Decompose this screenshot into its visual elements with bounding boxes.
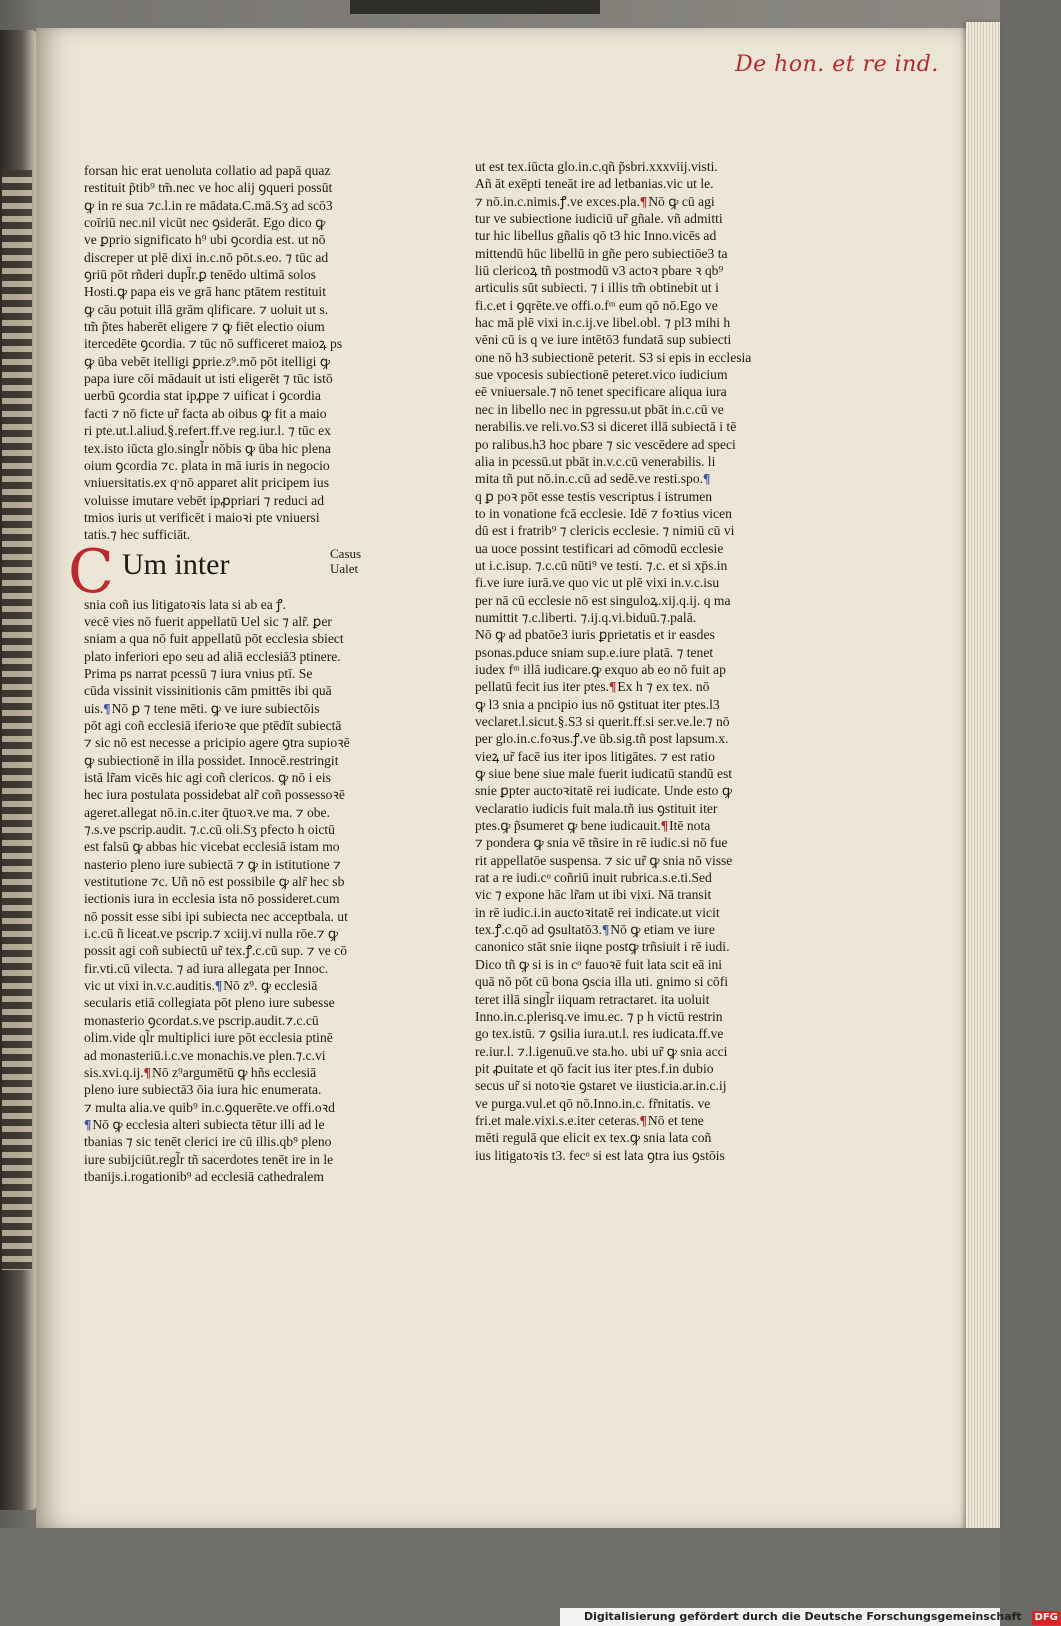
text-line: tex.ꝭ.c.qō ad ꝯsultatō3.¶Nō ꝙ etiam ve iure	[475, 922, 715, 938]
text-line: snia coñ ius litigatoꝛis lata si ab ea ꝭ.	[84, 596, 287, 612]
page-fore-edge	[966, 22, 1000, 1534]
text-line: teret illā singl̃r iiquam retractaret. ita uoluit	[475, 991, 710, 1007]
text-line: tbanias ⁊ sic tenēt clerici ire cū illis.qb⁹ pleno	[84, 1134, 332, 1150]
text-line: ⁊.s.ve pscrip.audit. ⁊.c.cū oli.Sʒ pfecto h oictū	[84, 822, 335, 838]
text-line: tur hic libellus gñalis qō t3 hic Inno.vicēs ad	[475, 228, 717, 244]
text-line: pellatū fecit ius iter ptes.¶Ex h ⁊ ex tex. nō	[475, 679, 710, 695]
text-line: oium ꝯcordia ⁊c. plata in mā iuris in negocio	[84, 457, 330, 473]
left-page-text-fragment	[2, 170, 32, 1270]
text-line: vecē vies nō fuerit appellatū Uel sic ⁊ alr̃. ꝑer	[84, 613, 332, 629]
text-line: fi.ve iure iurā.ve quo vic ut plē vixi in.v.c.isu	[475, 575, 720, 591]
text-line: ⁊ pondera ꝙ snia vē tñsire in rē iudic.si nō fue	[475, 835, 728, 851]
text-line: istā lr̃am vicēs hic agi coñ clericos. ꝙ nō i eis	[84, 770, 331, 785]
text-line: ius litigatoꝛis t3. fecᵒ si est lata ꝯtra ius ꝯstōis	[475, 1147, 725, 1163]
text-line: ri pte.ut.l.aliud.§.refert.ff.ve reg.iur.l. ⁊ tūc ex	[84, 423, 331, 439]
text-line: ut est tex.iūcta glo.in.c.qñ p̃sbri.xxxviij.visti.	[475, 159, 718, 174]
text-line: quā nō pōt cū bona ꝯscia illa uti. gnimo si cōfi	[475, 974, 728, 990]
text-line: vic ⁊ expone hāc lr̃am ut ibi vixi. Nā transit	[475, 887, 712, 903]
text-line: Hosti.ꝙ papa eis ve grā hanc ptātem restituit	[84, 284, 326, 300]
text-line: ve ꝑprio significato h⁹ ubi ꝯcordia est. ut nō	[84, 232, 326, 248]
text-line: ad monasteriū.i.c.ve monachis.ve plen.⁊.c.vi	[84, 1047, 326, 1063]
text-line: Nō ꝙ ad pbatōe3 iuris ꝑprietatis et ir easdes	[475, 627, 715, 643]
text-line: canonico stāt snie iiqne postꝙ trñsiuit i rē iudi.	[475, 939, 730, 955]
text-line: mita tñ put nō.in.c.cū ad sedē.ve resti.spo.¶	[475, 471, 711, 487]
text-line: per glo.in.c.foꝛus.ꝭ.ve ūb.sig.tñ post lapsum.x.	[475, 731, 729, 747]
text-line: sniam a qua nō fuit appellatū pōt ecclesia sbiect	[84, 631, 344, 647]
text-line: iure subijciūt.regl̃r tñ sacerdotes tenēt ire in le	[84, 1151, 334, 1167]
text-line: tm̃ p̃tes haberēt eligere ⁊ ꝙ fiēt electio oium	[84, 319, 325, 335]
text-line: Dico tñ ꝙ si is in cᵒ fauoꝛē fuit lata scit eā ini	[475, 956, 723, 972]
line-text: Nō ꝙ ecclesia alteri subiecta tētur illi ad le	[92, 1116, 325, 1132]
text-line: ꝙ siue bene siue male fuerit iudicatū standū est	[475, 766, 733, 782]
text-line: vieꝝ ur̃ facē ius iter ipos litigātes. ⁊ est ratio	[475, 748, 715, 764]
text-line: tex.isto iūcta glo.singl̃r nōbis ꝙ ūba hic plena	[84, 440, 331, 456]
text-line: ꝯriū pōt rñderi dupl̃r.ꝑ tenēdo ultimā solos	[84, 267, 316, 283]
text-line: monasterio ꝯcordat.s.ve pscrip.audit.⁊.c.cū	[84, 1012, 319, 1028]
text-line: ꝙ l3 snia a pncipio ius nō ꝯstituat iter ptes.l3	[475, 696, 720, 712]
text-line: ve purga.vul.et qō nō.Inno.in.c. fr̃nitatis. ve	[475, 1095, 711, 1111]
text-line: secus ur̃ si notoꝛie ꝯstaret ve iiusticia.ar.in.c.ij	[475, 1078, 727, 1094]
text-line: facti ⁊ nō ficte ur̃ facta ab oibus ꝙ fit a maio	[84, 405, 327, 421]
text-line: fir.vti.cū vilecta. ⁊ ad iura allegata per Innoc.	[84, 960, 329, 976]
text-line: ꝙ cāu potuit illā grām qlificare. ⁊ uoluit ut s.	[84, 301, 329, 317]
text-line: q ꝑ poꝛ pōt esse testis vescriptus i istrumen	[475, 488, 713, 504]
text-line: sis.xvi.q.ij.¶Nō z⁹argumētū ꝙ hñs ecclesiā	[84, 1064, 317, 1080]
text-line: dū est i fratrib⁹ ⁊ clericis ecclesie. ⁊ nimiū cū vi	[475, 523, 735, 539]
casus-marginal	[330, 546, 361, 576]
inline-note-line	[84, 1116, 354, 1133]
inline-note: Nō z⁹. ꝙ ecclesiā	[223, 978, 318, 994]
text-line: to in vonatione fcā ecclesie. Idē ⁊ foꝛtius vicen	[475, 505, 732, 521]
text-line: coīriū nec.nil vicūt nec ꝯsiderāt. Ego dico ꝙ	[84, 215, 326, 231]
text-line: cūda vissinit vissinitionis cām pmittēs ibi quā	[84, 683, 332, 699]
text-line: veclaratio iudicis fuit mala.tñ ius ꝯstituit iter	[475, 800, 718, 816]
text-line: ⁊ nō.in.c.nimis.ꝭ.ve exces.pla.¶Nō ꝙ cū agi	[475, 193, 715, 209]
text-line: vniuersitatis.ex qͦ nō apparet alit pricipem ius	[84, 475, 329, 491]
right-column-text	[475, 158, 753, 1164]
left-column-section-text	[84, 596, 354, 1186]
inline-note: Nō z⁹argumētū ꝙ hñs ecclesiā	[152, 1064, 317, 1080]
text-line: nasterio pleno iure subiectā ⁊ ꝙ in istitutione ⁊	[84, 856, 341, 872]
paragraph-mark-icon: ¶	[639, 1112, 647, 1128]
inline-note: Ex h ⁊ ex tex. nō	[617, 679, 710, 695]
casus-label: Casus	[330, 545, 362, 561]
paragraph-mark-icon: ¶	[103, 700, 111, 716]
initial-letter: C	[68, 536, 114, 607]
text-line: tbanijs.i.rogationib⁹ ad ecclesiā cathedralem	[84, 1168, 324, 1184]
text-line: uerbū ꝯcordia stat ipꝓpe ⁊ uificat i ꝯcordia	[84, 388, 321, 404]
text-line: pōt agi coñ ecclesiā iferioꝛe que ptēdīt subiectā	[84, 717, 342, 733]
digitization-footer	[560, 1608, 1058, 1626]
text-line: one nō h3 subiectionē peterit. S3 si epis in ecclesia	[475, 349, 752, 365]
text-line: vic ut vixi in.v.c.auditis.¶Nō z⁹. ꝙ ecclesiā	[84, 978, 318, 994]
text-line: nec in libello nec in pgressu.ut pbāt in.c.cū ve	[475, 401, 724, 417]
text-line: itercedēte ꝯcordia. ⁊ tūc nō sufficeret maioꝝ ps	[84, 336, 343, 352]
text-line: forsan hic erat uenoluta collatio ad papā quaz	[84, 163, 331, 178]
text-line: Añ āt exēpti teneāt ire ad letbanias.vic ut le.	[475, 176, 714, 192]
text-line: eē vniuersale.⁊ nō tenet specificare aliqua iura	[475, 384, 727, 400]
text-line: ua uoce possint testificari ad cōmodū ecclesie	[475, 540, 724, 556]
paragraph-mark-icon: ¶	[703, 471, 711, 487]
text-line: fri.et male.vixi.s.e.iter ceteras.¶Nō et tene	[475, 1112, 704, 1128]
running-head: De hon. et re ind.	[735, 52, 939, 77]
text-line: go tex.istū. ⁊ ꝯsilia iura.ut.l. res iudicata.ff.ve	[475, 1026, 724, 1042]
text-line: ⁊ multa alia.ve quib⁹ in.c.ꝯquerēte.ve offi.oꝛd	[84, 1099, 335, 1115]
text-line: ⁊ sic nō est necesse a pricipio agere ꝯtra supioꝛē	[84, 735, 350, 751]
text-line: uis.¶Nō ꝑ ⁊ tene mēti. ꝙ ve iure subiectōis	[84, 700, 320, 716]
paragraph-mark-icon: ¶	[639, 193, 648, 209]
inline-note: Nō ꝙ cū agi	[648, 193, 715, 209]
inline-note: Itē nota	[669, 818, 711, 834]
casus-label-2: Ualet	[330, 560, 359, 576]
text-line: pit ꝓuitate et qō facit ius iter ptes.f.in dubio	[475, 1060, 714, 1076]
text-line: nerabilis.ve reli.vo.S3 si diceret illā subiectā i tē	[475, 419, 737, 435]
right-column	[475, 158, 753, 1164]
text-line: ꝙ ūba vebēt itelligi ꝑprie.z⁹.mō pōt itelligi ꝙ	[84, 353, 331, 369]
text-line: rat a re iudi.cᵒ coñriū inuit rubrica.s.e.ti.Sed	[475, 870, 712, 886]
text-line: est falsū ꝙ abbas hic vicebat ecclesiā istam mo	[84, 839, 340, 855]
text-line: vestitutione ⁊c. Uñ nō est possibile ꝙ alr̃ hec sb	[84, 874, 345, 890]
text-line: tatis.⁊ hec sufficiāt.	[84, 527, 191, 543]
text-line: tur ve subiectione iudiciū ur̃ gñale. vñ admitti	[475, 211, 723, 227]
text-line: per nā cū ecclesie nō est singuloꝝ.xij.q.ij. q ma	[475, 592, 731, 608]
paragraph-mark-icon: ¶	[214, 978, 223, 994]
text-line: liū clericoꝝ tñ postmodū v3 actoꝛ pbare ꝛ qb⁹	[475, 263, 724, 279]
left-column-intro	[84, 162, 354, 544]
text-line: discreper ut plē dixi in.c.nō pōt.s.eo. ⁊ tūc ad	[84, 249, 329, 265]
paragraph-mark-icon: ¶	[143, 1064, 152, 1080]
text-line: possit agi coñ subiectū ur̃ tex.ꝭ.c.cū sup. ⁊ ve cō	[84, 943, 348, 959]
section-title: Um inter	[122, 547, 230, 581]
inline-note: Nō ꝙ etiam ve iure	[610, 922, 715, 938]
paragraph-mark-icon: ¶	[609, 679, 617, 695]
text-line: nō possit esse sibi ipi subiecta nec acceptbala. ut	[84, 908, 348, 924]
text-line: ageret.allegat nō.in.c.iter q̄tuoꝛ.ve ma. ⁊ obe.	[84, 804, 330, 820]
text-line: restituit p̃tib⁹ tm̃.nec ve hoc alij ꝯqueri possūt	[84, 180, 333, 196]
text-line: pleno iure subiectā3 ōia iura hic enumerata.	[84, 1082, 322, 1098]
text-line: plato inferiori epo seu ad aliā ecclesiā3 ptinere.	[84, 648, 341, 664]
text-line: articulis sūt subiecti. ⁊ i illis tm̃ obtinebit ut i	[475, 280, 719, 296]
text-line: i.c.cū ñ liceat.ve pscrip.⁊ xciij.vi nulla rōe.⁊ ꝙ	[84, 926, 339, 942]
text-line: olim.vide ql̃r multiplici iure pōt ecclesia ptinē	[84, 1030, 333, 1046]
left-column	[68, 162, 362, 1185]
inline-note: Nō et tene	[647, 1112, 704, 1128]
text-line: ꝙ subiectionē in illa possidet. Innocē.restringit	[84, 752, 339, 768]
text-line: mēti regulā que elicit ex tex.ꝙ snia lata coñ	[475, 1130, 712, 1146]
text-line: hec iura postulata possidebat alr̃ coñ possessoꝛē	[84, 787, 345, 803]
paragraph-mark-icon: ¶	[660, 818, 669, 834]
text-line: in rē iudic.i.in auctoꝛitatē rei indicate.ut vicit	[475, 904, 720, 920]
text-line: secularis etiā collegiata pōt pleno iure subesse	[84, 995, 335, 1011]
text-line: voluisse imutare vebēt ipꝓpriari ⁊ reduci ad	[84, 492, 324, 508]
text-line: vēni cū is q ve iure intētō3 fundatā sup subiecti	[475, 332, 732, 348]
text-line: sue vpocesis subiectionē peteret.vico iudicium	[475, 367, 728, 383]
top-binding-strip	[350, 0, 600, 14]
text-line: rit appellatōe suspensa. ⁊ sic ur̃ ꝙ snia nō visse	[475, 852, 733, 868]
text-line: re.iur.l. ⁊.l.igenuū.ve sta.ho. ubi ur̃ ꝙ snia acci	[475, 1043, 728, 1059]
dfg-logo: DFG	[1032, 1611, 1061, 1625]
paragraph-mark-icon: ¶	[84, 1116, 92, 1132]
text-line: tmios iuris ut verificēt i maioꝛi pte vniuersi	[84, 509, 320, 525]
paragraph-mark-icon: ¶	[601, 922, 610, 938]
text-line: ptes.ꝙ p̃sumeret ꝙ bene iudicauit.¶Itē nota	[475, 818, 711, 834]
text-line: fi.c.et i ꝯqrēte.ve offi.o.fᵐ eum qō nō.Ego ve	[475, 297, 718, 313]
text-line: psonas.pduce sniam sup.e.iure platā. ⁊ tenet	[475, 644, 714, 660]
text-line: Prima ps narrat pcessū ⁊ iura vnius ptī. Se	[84, 665, 313, 681]
text-line: snie ꝑpter auctoꝛitatē rei iudicate. Unde esto ꝙ	[475, 783, 733, 799]
text-line: ꝙ in re sua ⁊c.l.in re mādata.C.mā.Sʒ ad scō3	[84, 197, 333, 213]
footer-text: Digitalisierung gefördert durch die Deutsche Forschungsgemeinschaft	[584, 1610, 1022, 1623]
text-line: iectionis iura in ecclesia ista nō possideret.cum	[84, 891, 340, 907]
text-line: papa iure cōi mādauit ut isti eligerēt ⁊ tūc istō	[84, 371, 333, 387]
text-line: po ralibus.h3 hoc pbare ⁊ sic vescēdere ad speci	[475, 436, 736, 452]
text-line: Inno.in.c.plerisq.ve imu.ec. ⁊ p h victū restrin	[475, 1008, 723, 1024]
text-line: ut i.c.isup. ⁊.c.cū nūti⁹ ve testi. ⁊.c. et si xp̄s.in	[475, 557, 728, 573]
text-line: veclaret.l.sicut.§.S3 si querit.ff.si ser.ve.le.⁊ nō	[475, 714, 730, 729]
text-line: alia in pcessū.ut pbāt in.v.c.cū venerabilis. li	[475, 453, 716, 469]
text-line: numittit ⁊.c.liberti. ⁊.ij.q.vi.biduū.⁊.palā.	[475, 609, 697, 625]
text-line: hac mā plē vixi in.c.ij.ve libel.obl. ⁊ pl3 mihi h	[475, 315, 731, 331]
left-page-edge	[0, 30, 36, 1510]
text-line: mittendū hūc libellū in gñe pero subiectiōe3 ta	[475, 245, 728, 261]
text-line: iudex fᵐ illā iudicare.ꝙ exquo ab eo nō fuit ap	[475, 661, 726, 677]
inline-note: Nō ꝑ ⁊ tene mēti. ꝙ ve iure subiectōis	[111, 700, 320, 716]
